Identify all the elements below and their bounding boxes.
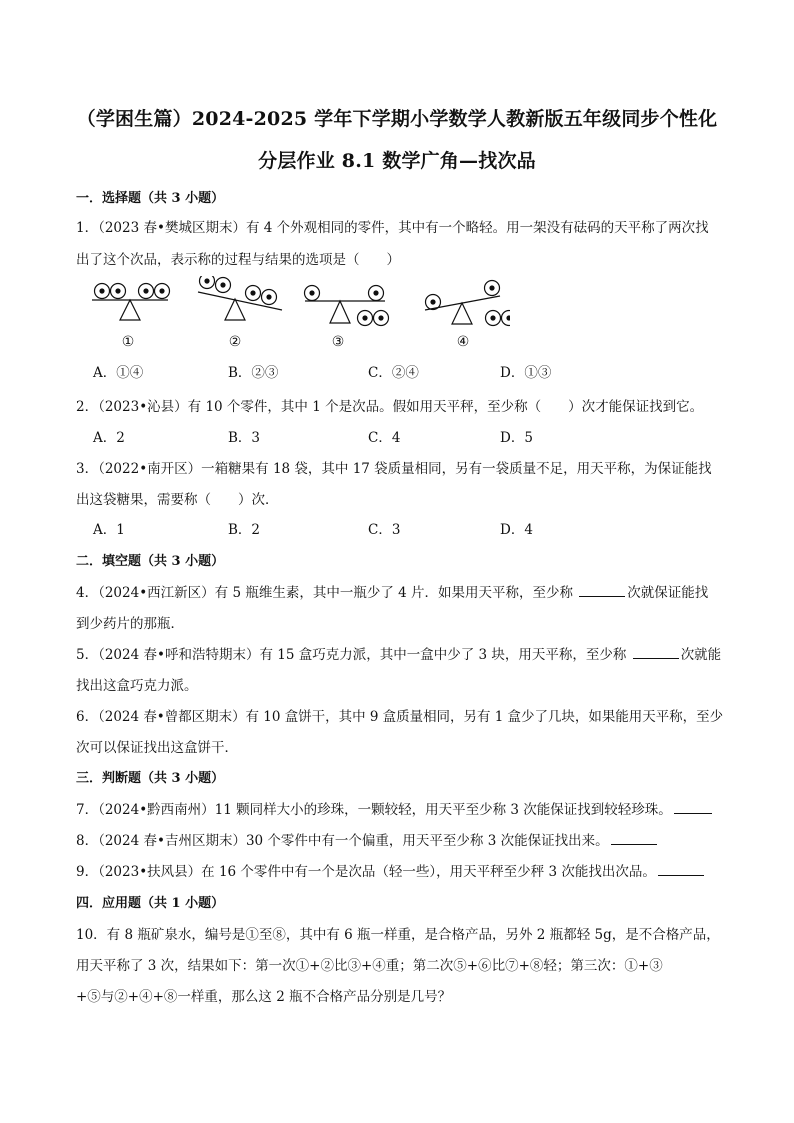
q7-statement: 7．（2024•黔西南州）11 颗同样大小的珍珠，一颗较轻，用天平至少称 3 次能保证找到较轻珍珠。 <box>76 802 672 818</box>
doc-title-line2: 分层作业 8.1 数学广角—找次品 <box>258 150 536 172</box>
q5-text-line2: 找出这盒巧克力派。 <box>76 678 198 694</box>
q10-text-line3: +⑤与②+④+⑧一样重，那么这 2 瓶不合格产品分别是几号？ <box>76 989 452 1005</box>
q10-text-line1: 10．有 8 瓶矿泉水，编号是①至⑧，其中有 6 瓶一样重，是合格产品，另外 2 瓶都轻 5g，是不合格产品， <box>76 927 720 943</box>
q4-answer-blank[interactable] <box>579 584 625 597</box>
q7-answer-blank[interactable] <box>674 801 712 814</box>
scale-label-4: ④ <box>456 334 470 350</box>
scale-label-2: ② <box>228 334 242 350</box>
doc-title-line1: （学困生篇）2024-2025 学年下学期小学数学人教新版五年级同步个性化 <box>76 108 718 130</box>
q4-text-a: 4．（2024•西江新区）有 5 瓶维生素，其中一瓶少了 4 片．如果用天平称，至少称 <box>76 585 578 601</box>
scale-2-icon <box>198 276 282 320</box>
q3-option-d: D．4 <box>500 522 533 538</box>
q10-text-line2: 用天平称了 3 次，结果如下：第一次①+②比③+④重；第二次⑤+⑥比⑦+⑧轻；第三次：①+③ <box>76 958 663 974</box>
q5-text-line1 <box>76 643 721 663</box>
q2-option-a: A．2 <box>93 430 125 446</box>
q4-text-line1 <box>76 581 708 601</box>
scale-1-icon <box>92 284 170 321</box>
balance-scales-figure <box>90 276 510 352</box>
q7-text <box>76 798 714 818</box>
q1-text-line1: 1．（2023 春•樊城区期末）有 4 个外观相同的零件，其中有一个略轻。用一架没有砝码的天平称了两次找 <box>76 220 709 236</box>
q1-text-line2: 出了这个次品，表示称的过程与结果的选项是（ ） <box>76 252 400 268</box>
q2-option-c: C．4 <box>368 430 401 446</box>
q1-option-a: A．①④ <box>93 365 144 381</box>
scale-label-1: ① <box>121 334 135 350</box>
scale-label-3: ③ <box>331 334 345 350</box>
scale-3-icon <box>305 286 389 326</box>
q4-text-line2: 到少药片的那瓶． <box>76 616 184 632</box>
q1-option-d: D．①③ <box>500 365 552 381</box>
section-choice-heading: 一．选择题（共 3 小题） <box>76 191 225 206</box>
q1-option-b: B．②③ <box>228 365 279 381</box>
q9-statement: 9．（2023•扶风县）在 16 个零件中有一个是次品（轻一些），用天平秤至少秤 3 次能找出次品。 <box>76 864 656 880</box>
q9-text <box>76 860 706 880</box>
q1-option-c: C．②④ <box>368 365 419 381</box>
q3-option-b: B．2 <box>228 522 261 538</box>
q5-answer-blank[interactable] <box>633 646 679 659</box>
q5-text-b: 次就能 <box>680 647 722 663</box>
q8-answer-blank[interactable] <box>611 832 657 845</box>
q3-option-a: A．1 <box>93 522 125 538</box>
q5-text-a: 5．（2024 春•呼和浩特期末）有 15 盒巧克力派，其中一盒中少了 3 块，用天平称，至少称 <box>76 647 631 663</box>
q3-text-line2: 出这袋糖果，需要称（ ）次． <box>76 492 279 508</box>
section-judge-heading: 三．判断题（共 3 小题） <box>76 771 225 786</box>
q8-text <box>76 829 659 849</box>
q6-text-line2: 次可以保证找出这盒饼干． <box>76 740 238 756</box>
q3-option-c: C．3 <box>368 522 401 538</box>
q3-text-line1: 3．（2022•南开区）一箱糖果有 18 袋，其中 17 袋质量相同，另有一袋质量不足，用天平称，为保证能找 <box>76 461 712 477</box>
section-application-heading: 四．应用题（共 1 小题） <box>76 896 225 911</box>
q9-answer-blank[interactable] <box>658 863 704 876</box>
q4-text-b: 次就保证能找 <box>627 585 709 601</box>
q2-option-d: D．5 <box>500 430 533 446</box>
q2-text-line1: 2．（2023•沁县）有 10 个零件，其中 1 个是次品。假如用天平秤，至少称（ ）次才能保证找到它。 <box>76 399 704 415</box>
q8-statement: 8．（2024 春•吉州区期末）30 个零件中有一个偏重，用天平至少称 3 次能保证找出来。 <box>76 833 609 849</box>
q6-text-line1: 6．（2024 春•曾都区期末）有 10 盒饼干，其中 9 盒质量相同，另有 1 盒少了几块，如果能用天平称，至少 <box>76 709 724 725</box>
q2-option-b: B．3 <box>228 430 261 446</box>
section-fill-heading: 二．填空题（共 3 小题） <box>76 554 225 569</box>
scale-4-icon <box>425 281 510 326</box>
